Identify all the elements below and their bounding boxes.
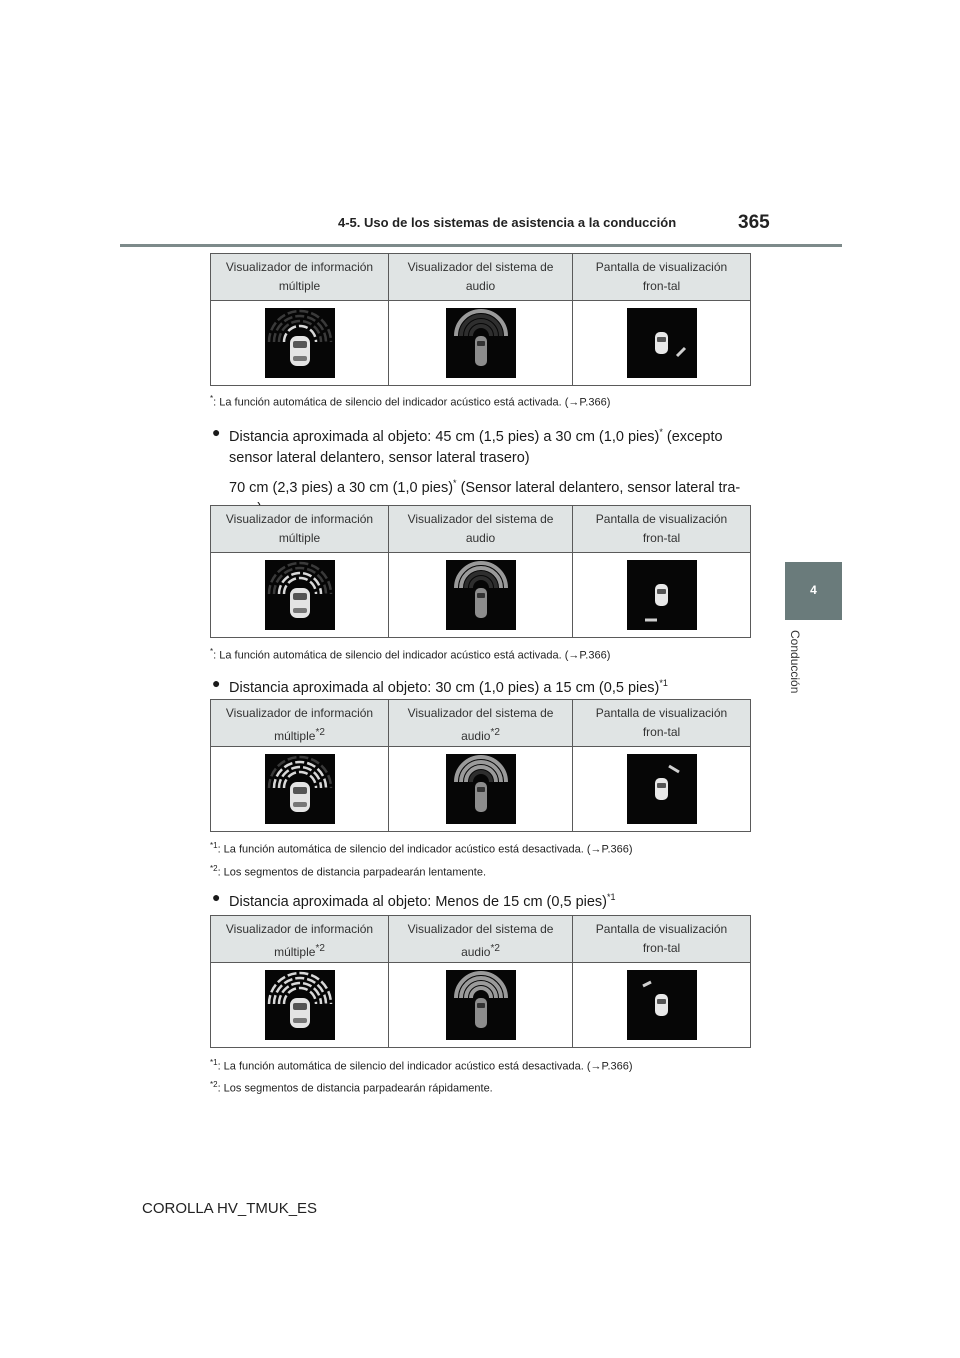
head-up-display-image <box>627 754 697 824</box>
column-header: Visualizador de información múltiple$^{*2}$ <box>211 916 389 963</box>
bullet-item: ● Distancia aproximada al objeto: Menos de 15 cm (0,5 pies)$^{*1}$ <box>212 889 616 910</box>
display-table-1 <box>210 253 751 386</box>
display-table-4 <box>210 915 751 1048</box>
bullet-item: ● Distancia aproximada al objeto: 30 cm (1,0 pies) a 15 cm (0,5 pies)$^{*1}$ <box>212 675 668 696</box>
column-header: Pantalla de visualización fron-tal <box>573 254 751 301</box>
column-header: Visualizador de información múltiple <box>211 254 389 301</box>
bullet-icon: ● <box>212 889 221 905</box>
multi-info-display-image <box>265 754 335 824</box>
head-up-display-image <box>627 308 697 378</box>
multi-info-display-image <box>265 560 335 630</box>
head-up-display-image <box>627 970 697 1040</box>
bullet-item: ● Distancia aproximada al objeto: 45 cm (1,5 pies) a 30 cm (1,0 pies)* (excepto sensor lateral delantero, sensor lateral trasero) 70 cm (2,3 pies) a 30 cm (1,0 pies)* (Sensor lateral delantero, sensor lateral tra- <box>212 424 741 496</box>
page-number: 365 <box>738 212 770 233</box>
audio-display-image <box>446 754 516 824</box>
chapter-number: 4 <box>810 583 817 597</box>
column-header: Pantalla de visualización fron-tal <box>573 506 751 553</box>
column-header: Pantalla de visualización fron-tal <box>573 700 751 747</box>
footer-model-code: COROLLA HV_TMUK_ES <box>142 1200 318 1217</box>
chapter-label: Conducción <box>788 630 802 694</box>
column-header: Visualizador del sistema de audio <box>389 254 573 301</box>
display-table-2 <box>210 505 751 638</box>
footnote: $^{*2}$: Los segmentos de distancia parpadearán rápidamente. <box>210 1080 493 1095</box>
column-header: Visualizador del sistema de audio <box>389 506 573 553</box>
audio-display-image <box>446 560 516 630</box>
audio-display-image <box>446 970 516 1040</box>
audio-display-image <box>446 308 516 378</box>
footnote: $^{*1}$: La función automática de silencio del indicador acústico está desactivada. (→P.366) <box>210 1058 633 1073</box>
footnote: $^{*1}$: La función automática de silencio del indicador acústico está desactivada. (→P.366) <box>210 841 633 856</box>
display-table-3 <box>210 699 751 832</box>
column-header: Visualizador de información múltiple <box>211 506 389 553</box>
column-header: Visualizador del sistema de audio$^{*2}$ <box>389 916 573 963</box>
column-header: Visualizador de información múltiple$^{*2}$ <box>211 700 389 747</box>
bullet-icon: ● <box>212 675 221 691</box>
footnote: *: La función automática de silencio del indicador acústico está activada. (→P.366) <box>210 647 611 662</box>
multi-info-display-image <box>265 308 335 378</box>
column-header: Visualizador del sistema de audio$^{*2}$ <box>389 700 573 747</box>
footnote: $^{*2}$: Los segmentos de distancia parpadearán lentamente. <box>210 864 487 879</box>
head-up-display-image <box>627 560 697 630</box>
section-title: 4-5. Uso de los sistemas de asistencia a la conducción <box>338 215 677 230</box>
footnote: *: La función automática de silencio del indicador acústico está activada. (→P.366) <box>210 394 611 409</box>
bullet-icon: ● <box>212 424 221 440</box>
header-rule <box>120 244 842 247</box>
chapter-label-wrap <box>786 630 804 720</box>
column-header: Pantalla de visualización fron-tal <box>573 916 751 963</box>
multi-info-display-image <box>265 970 335 1040</box>
